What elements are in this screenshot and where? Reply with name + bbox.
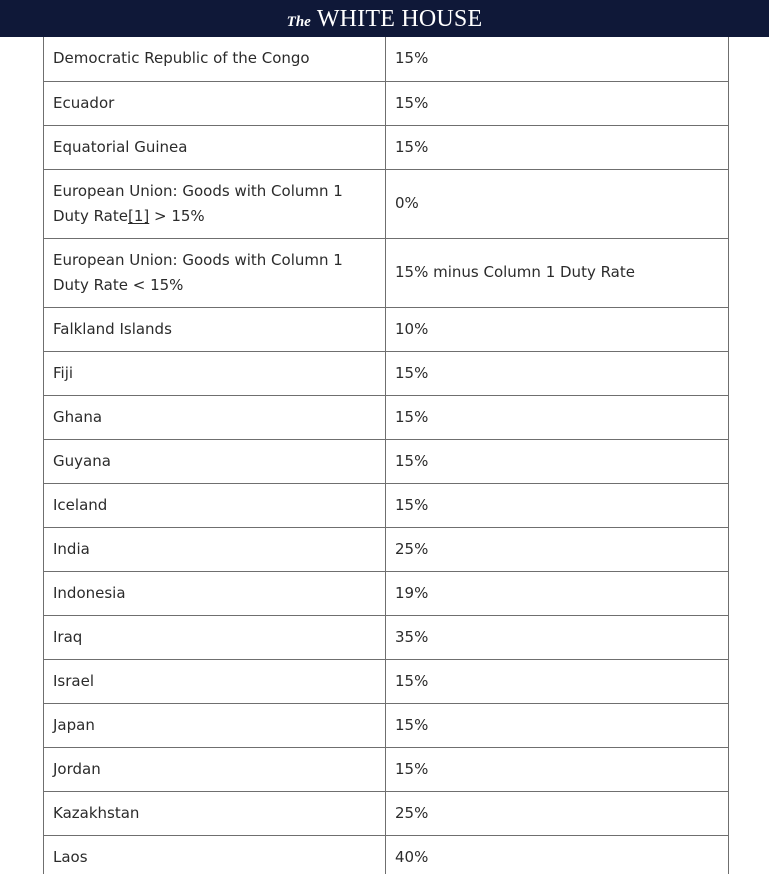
country-cell: Democratic Republic of the Congo xyxy=(44,37,386,81)
country-cell: Laos xyxy=(44,835,386,874)
table-row xyxy=(44,351,729,395)
table-row xyxy=(44,307,729,351)
rate-cell: 15% xyxy=(386,81,729,125)
rate-cell: 15% xyxy=(386,439,729,483)
country-cell: Iceland xyxy=(44,483,386,527)
country-text-suffix: > 15% xyxy=(149,206,205,225)
country-cell: Ghana xyxy=(44,395,386,439)
table-row xyxy=(44,527,729,571)
white-house-logo[interactable] xyxy=(287,7,483,31)
country-cell: Israel xyxy=(44,659,386,703)
brand-name: WHITE HOUSE xyxy=(316,6,483,32)
table-row xyxy=(44,483,729,527)
table-row xyxy=(44,395,729,439)
table-row xyxy=(44,81,729,125)
country-cell: India xyxy=(44,527,386,571)
table-row xyxy=(44,703,729,747)
table-row xyxy=(44,835,729,874)
rate-cell: 15% xyxy=(386,395,729,439)
country-cell: Iraq xyxy=(44,615,386,659)
country-cell: Kazakhstan xyxy=(44,791,386,835)
table-row xyxy=(44,791,729,835)
table-row xyxy=(44,37,729,81)
country-cell: Falkland Islands xyxy=(44,307,386,351)
rate-cell: 15% xyxy=(386,747,729,791)
country-cell: Fiji xyxy=(44,351,386,395)
rate-cell: 15% xyxy=(386,351,729,395)
rate-cell: 40% xyxy=(386,835,729,874)
table-row xyxy=(44,238,729,307)
country-cell: Ecuador xyxy=(44,81,386,125)
table-row xyxy=(44,571,729,615)
rate-cell: 15% xyxy=(386,37,729,81)
rate-cell: 15% xyxy=(386,125,729,169)
brand-prefix: The xyxy=(286,14,311,30)
country-cell: Indonesia xyxy=(44,571,386,615)
tariff-rate-table xyxy=(43,37,729,874)
country-text: European Union: Goods with Column 1 Duty Rate xyxy=(53,181,343,225)
table-row xyxy=(44,125,729,169)
rate-cell: 15% minus Column 1 Duty Rate xyxy=(386,238,729,307)
rate-cell: 25% xyxy=(386,527,729,571)
table-row xyxy=(44,747,729,791)
site-header xyxy=(0,0,769,37)
table-row xyxy=(44,439,729,483)
table-row xyxy=(44,169,729,238)
rate-cell: 10% xyxy=(386,307,729,351)
table-row xyxy=(44,615,729,659)
country-cell: European Union: Goods with Column 1 Duty Rate < 15% xyxy=(44,238,386,307)
country-cell: Jordan xyxy=(44,747,386,791)
rate-cell: 15% xyxy=(386,703,729,747)
tariff-table-container xyxy=(43,37,728,874)
country-cell: Guyana xyxy=(44,439,386,483)
rate-cell: 19% xyxy=(386,571,729,615)
rate-cell: 25% xyxy=(386,791,729,835)
footnote-link[interactable]: [1] xyxy=(127,206,150,225)
rate-cell: 15% xyxy=(386,659,729,703)
rate-cell: 35% xyxy=(386,615,729,659)
country-cell: Equatorial Guinea xyxy=(44,125,386,169)
country-cell: Japan xyxy=(44,703,386,747)
rate-cell: 0% xyxy=(386,169,729,238)
table-row xyxy=(44,659,729,703)
country-cell xyxy=(44,169,386,238)
rate-cell: 15% xyxy=(386,483,729,527)
